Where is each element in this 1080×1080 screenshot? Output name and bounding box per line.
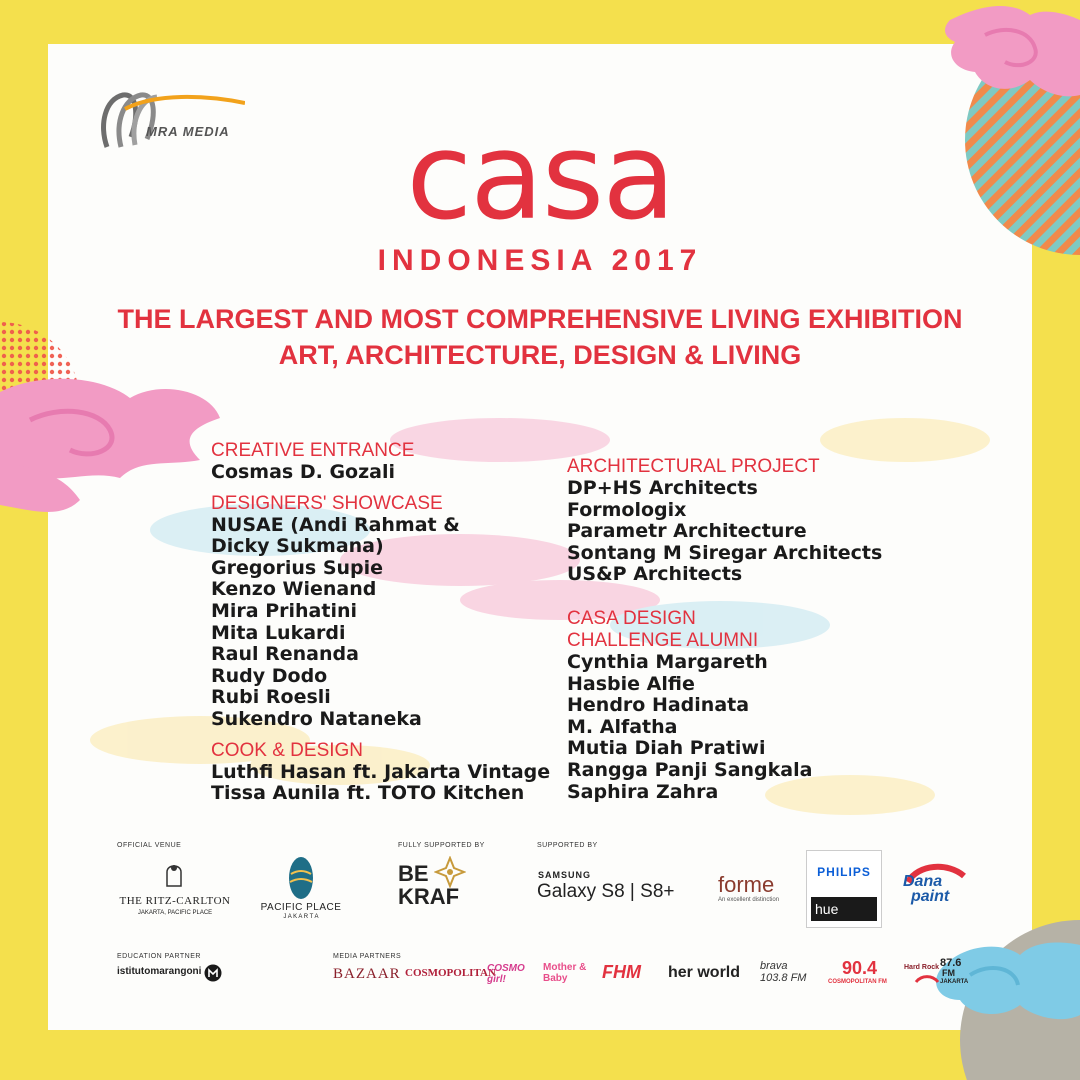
list-item: Tissa Aunila ft. TOTO Kitchen [211,782,525,805]
media-hardrock: Hard Rock [904,964,940,971]
pacific-place-subtitle: J A K A R T A [283,914,319,920]
danapaint-logo-line2: paint [911,888,950,905]
name-list [211,762,571,805]
section-title: CASA DESIGN CHALLENGE ALUMNI [567,607,759,651]
media-herworld: her world [668,964,741,981]
official-venue-label: OFFICIAL VENUE [117,842,182,849]
list-item: Mutia Diah Pratiwi [567,737,766,760]
name-list [567,652,927,803]
lion-crest-icon [163,858,185,888]
media-hardrock-fm: FM [942,968,955,978]
bekraf-logo-line2: KRAF [398,884,460,909]
event-title: casa [406,108,674,247]
name-list [567,478,927,586]
tagline: ART, ARCHITECTURE, DESIGN & LIVING [278,340,802,370]
name-list [211,515,571,731]
organizer-name: MRA MEDIA [146,124,230,139]
media-mother-baby: Mother & Baby [543,962,587,984]
list-item: Kenzo Wienand [211,578,377,601]
bekraf-ornament-icon [434,856,466,888]
samsung-brand: SAMSUNG [538,870,592,880]
supported-label: SUPPORTED BY [537,842,598,849]
list-item: Raul Renanda [211,643,359,666]
list-item: Sukendro Nataneka [211,707,422,730]
list-item: Hasbie Alfie [567,672,695,695]
media-cosmopolitan-fm: COSMOPOLITAN FM [828,979,887,985]
list-item: Cynthia Margareth [567,650,768,673]
media-cosmopolitan: COSMOPOLITAN [405,967,496,979]
headline: THE LARGEST AND MOST COMPREHENSIVE LIVING EXHIBITION [117,304,963,334]
right-column [567,456,927,812]
list-item: Luthfi Hasan ft. Jakarta Vintage [211,760,551,783]
list-item: Formologix [567,498,687,521]
left-column [211,440,571,814]
samsung-galaxy-logo: Galaxy S8 | S8+ [537,881,675,902]
media-partners-label: MEDIA PARTNERS [333,953,402,960]
hardrock-arc-icon [912,958,942,986]
philips-brand: PHILIPS [817,865,871,879]
list-item: M. Alfatha [567,715,678,738]
education-partner-label: EDUCATION PARTNER [117,953,201,960]
list-item: Mita Lukardi [211,621,346,644]
istituto-marangoni-logo: istitutomarangoni [117,966,202,977]
list-item: NUSAE (Andi Rahmat & Dicky Sukmana) [211,513,460,558]
forme-subtitle: An excellent distinction [718,897,780,903]
list-item: Saphira Zahra [567,780,719,803]
ritz-carlton-subtitle: JAKARTA, PACIFIC PLACE [137,910,213,916]
section-title: CREATIVE ENTRANCE [211,440,415,461]
media-hardrock-frequency: 87.6 [940,957,962,969]
event-subtitle: INDONESIA 2017 [377,244,703,277]
list-item: Rubi Roesli [211,686,331,709]
section-title: ARCHITECTURAL PROJECT [567,456,820,477]
list-item: Mira Prihatini [211,599,358,622]
media-bazaar: BAZAAR [333,966,401,982]
media-hardrock-city: JAKARTA [940,979,969,985]
pink-cloud-top-right [945,6,1080,96]
media-brava: brava 103.8 FM [760,960,807,984]
forme-logo: forme [718,872,775,897]
fully-supported-label: FULLY SUPPORTED BY [398,842,485,849]
list-item: DP+HS Architects [567,477,758,499]
list-item: Sontang M Siregar Architects [567,541,883,564]
media-cosmogirl: COSMO girl! [487,963,525,985]
list-item: Parametr Architecture [567,520,807,543]
bekraf-logo-line1: BE [398,861,429,886]
list-item: Gregorius Supie [211,556,384,579]
list-item: US&P Architects [567,563,743,586]
ritz-carlton-logo: THE RITZ-CARLTON [119,895,231,907]
pacific-place-logo: PACIFIC PLACE [260,902,342,913]
section-title: DESIGNERS' SHOWCASE [211,492,443,514]
pacific-place-emblem-icon [287,856,315,900]
name-list [211,462,571,484]
danapaint-logo-line1: Dana [903,873,943,890]
list-item: Cosmas D. Gozali [211,461,396,483]
marangoni-m-icon [204,964,222,982]
pink-cloud-left [0,379,220,512]
list-item: Hendro Hadinata [567,694,750,717]
philips-hue-mark: hue [811,897,877,921]
section-title: COOK & DESIGN [211,739,364,761]
media-cosmopolitan-fm-frequency: 90.4 [842,958,878,978]
list-item: Rangga Panji Sangkala [567,758,813,781]
list-item: Rudy Dodo [211,664,328,687]
philips-hue-logo [806,850,882,928]
media-fhm: FHM [602,962,641,982]
